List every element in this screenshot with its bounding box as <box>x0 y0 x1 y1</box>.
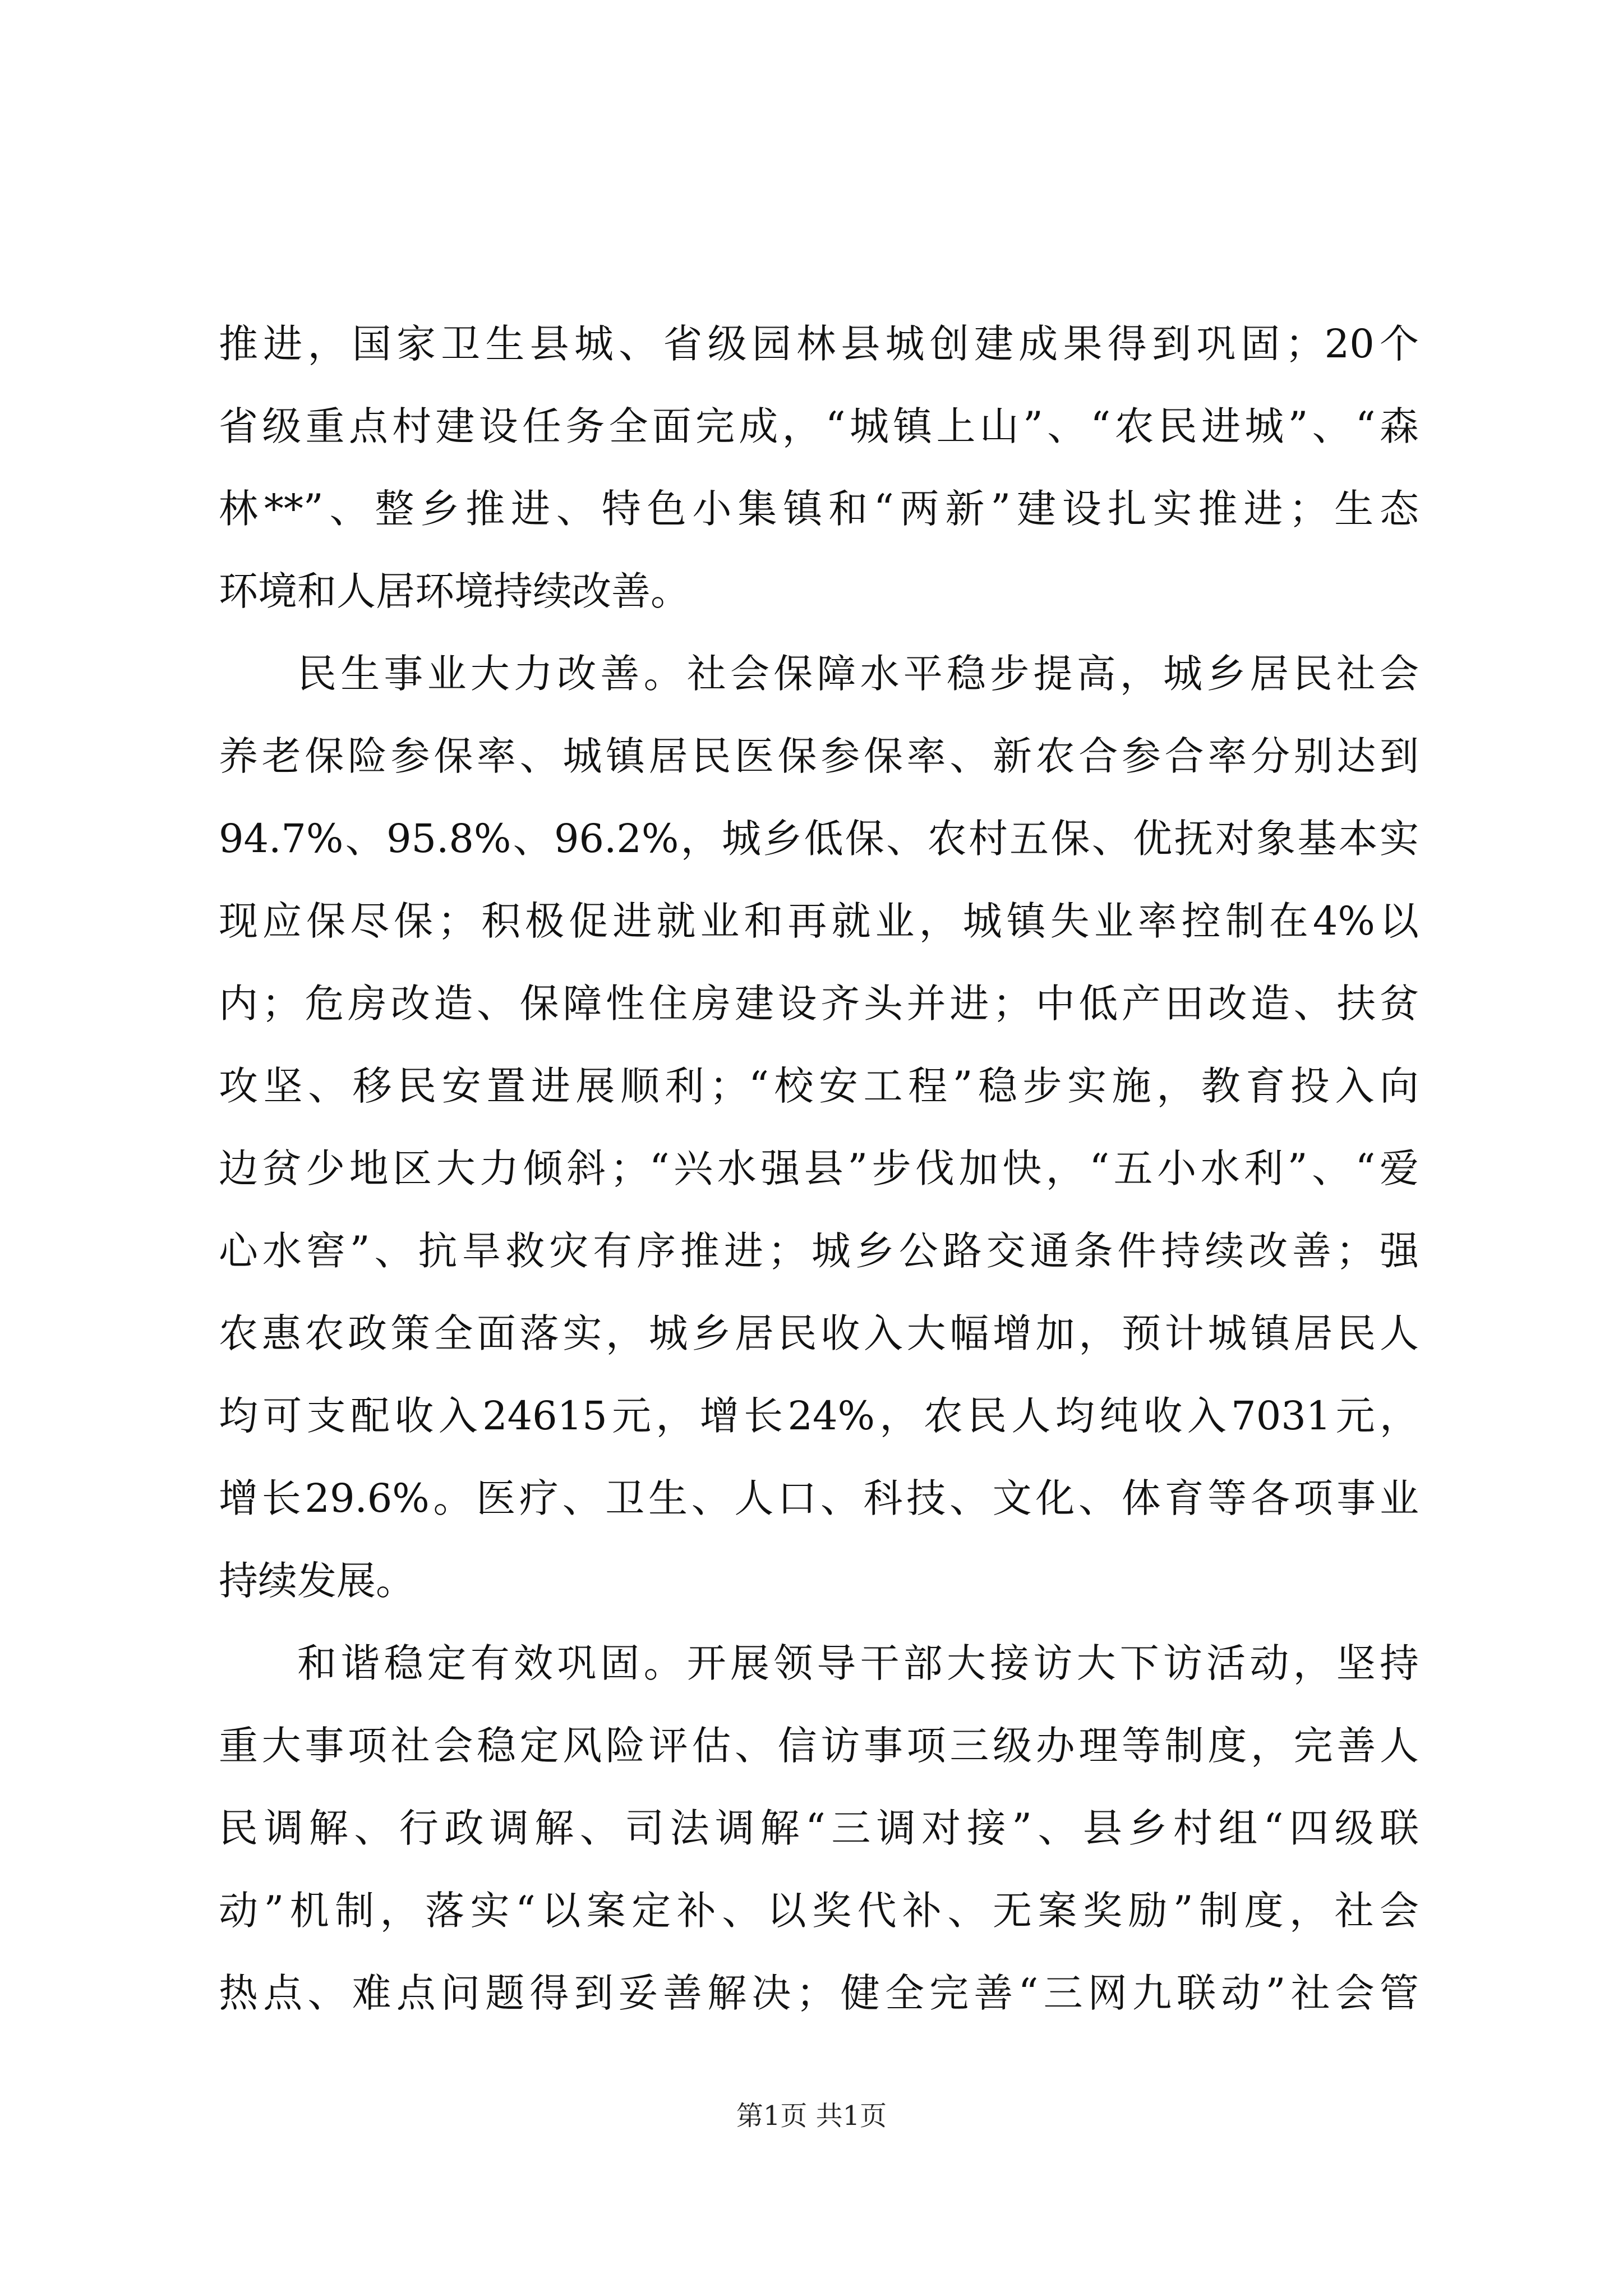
page-footer <box>0 2098 1623 2134</box>
text-line: 边贫少地区大力倾斜；“兴水强县”步伐加快，“五小水利”、“爱 <box>219 1145 1419 1191</box>
text-line: 农惠农政策全面落实，城乡居民收入大幅增加，预计城镇居民人 <box>219 1310 1419 1356</box>
text-line: 林**”、整乡推进、特色小集镇和“两新”建设扎实推进；生态 <box>219 486 1419 532</box>
text-line: 推进，国家卫生县城、省级园林县城创建成果得到巩固；20个 <box>219 321 1419 367</box>
paragraph-1 <box>219 303 1419 633</box>
text-line: 内；危房改造、保障性住房建设齐头并进；中低产田改造、扶贫 <box>219 981 1419 1027</box>
text-line: 省级重点村建设任务全面完成，“城镇上山”、“农民进城”、“森 <box>219 403 1419 449</box>
text-line: 增长29.6%。医疗、卫生、人口、科技、文化、体育等各项事业 <box>219 1475 1419 1521</box>
page-number-label: 第1页 共1页 <box>736 2100 887 2132</box>
text-line: 94.7%、95.8%、96.2%，城乡低保、农村五保、优抚对象基本实 <box>219 816 1419 862</box>
text-line: 环境和人居环境持续改善。 <box>219 568 690 614</box>
text-line: 心水窖”、抗旱救灾有序推进；城乡公路交通条件持续改善；强 <box>219 1228 1419 1274</box>
text-line: 养老保险参保率、城镇居民医保参保率、新农合参合率分别达到 <box>219 733 1419 779</box>
text-line: 热点、难点问题得到妥善解决；健全完善“三网九联动”社会管 <box>219 1970 1419 2016</box>
text-line: 民生事业大力改善。社会保障水平稳步提高，城乡居民社会 <box>297 651 1419 697</box>
paragraph-2 <box>219 633 1419 1622</box>
text-line: 和谐稳定有效巩固。开展领导干部大接访大下访活动，坚持 <box>297 1640 1419 1686</box>
text-line: 重大事项社会稳定风险评估、信访事项三级办理等制度，完善人 <box>219 1723 1419 1769</box>
document-body <box>219 303 1419 2035</box>
text-line: 持续发展。 <box>219 1558 415 1604</box>
text-line: 动”机制，落实“以案定补、以奖代补、无案奖励”制度，社会 <box>219 1888 1419 1934</box>
text-line: 现应保尽保；积极促进就业和再就业，城镇失业率控制在4%以 <box>219 898 1419 944</box>
text-line: 民调解、行政调解、司法调解“三调对接”、县乡村组“四级联 <box>219 1805 1419 1851</box>
paragraph-3 <box>219 1622 1419 2035</box>
text-line: 均可支配收入24615元，增长24%，农民人均纯收入7031元， <box>219 1393 1419 1439</box>
text-line: 攻坚、移民安置进展顺利；“校安工程”稳步实施，教育投入向 <box>219 1063 1419 1109</box>
